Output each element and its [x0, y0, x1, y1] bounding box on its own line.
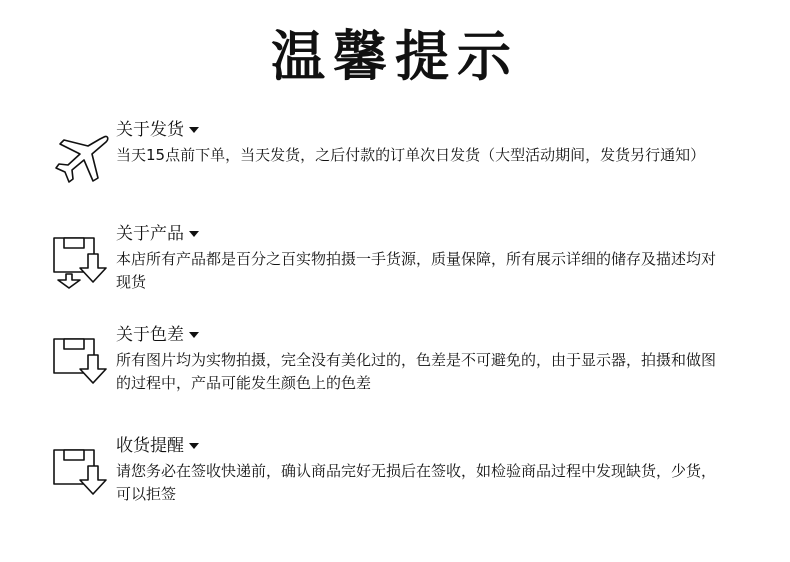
- section-text-receipt: 请您务必在签收快递前，确认商品完好无损后在签收，如检验商品过程中发现缺货，少货，可以拒签: [116, 462, 717, 503]
- section-heading-receipt: [116, 434, 199, 458]
- section-text-product: 本店所有产品都是百分之百实物拍摄一手货源，质量保障，所有展示详细的储存及描述均对现货: [116, 250, 717, 291]
- box-download-icon: [52, 446, 110, 502]
- section-heading-color: [116, 323, 199, 347]
- caret-down-icon: [189, 127, 199, 133]
- caret-down-icon: [189, 443, 199, 449]
- section-heading-product: [116, 222, 199, 246]
- caret-down-icon: [189, 332, 199, 338]
- caret-down-icon: [189, 231, 199, 237]
- section-heading-shipping: [116, 118, 199, 142]
- page-title: 温馨提示: [271, 25, 519, 88]
- airplane-icon: [52, 132, 110, 188]
- heading-label: 关于色差: [116, 325, 184, 345]
- box-download-icon: [52, 234, 110, 290]
- box-download-icon: [52, 335, 110, 391]
- section-text-shipping: 当天15点前下单，当天发货，之后付款的订单次日发货（大型活动期间，发货另行通知）: [116, 146, 706, 164]
- heading-label: 关于产品: [116, 224, 184, 244]
- heading-label: 关于发货: [116, 120, 184, 140]
- heading-label: 收货提醒: [116, 436, 184, 456]
- section-text-color: 所有图片均为实物拍摄，完全没有美化过的，色差是不可避免的，由于显示器，拍摄和做图的过程中，产品可能发生颜色上的色差: [116, 351, 717, 392]
